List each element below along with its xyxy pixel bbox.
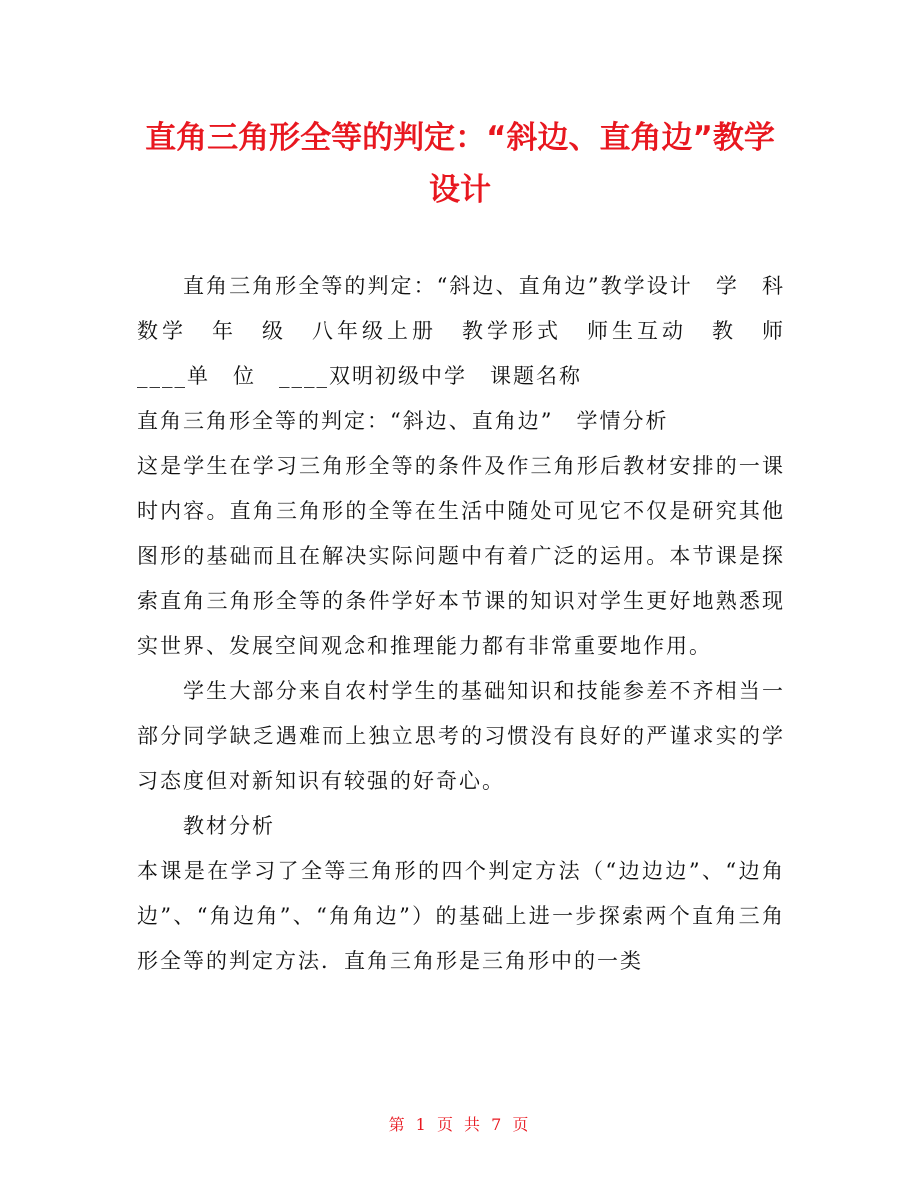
paragraph-course-info: 直角三角形全等的判定：“斜边、直角边”教学设计 学 科 数学 年 级 八年级上册 教学形式 师生互动 教 师 ____单 位 ____双明初级中学 课题名称	[137, 274, 808, 388]
paragraph-topic-heading: 直角三角形全等的判定：“斜边、直角边” 学情分析	[137, 409, 669, 433]
document-body	[137, 264, 808, 984]
paragraph-textbook-analysis: 本课是在学习了全等三角形的四个判定方法（“边边边”、“边角边”、“角边角”、“角角边”）的基础上进一步探索两个直角三角形全等的判定方法．直角三角形是三角形中的一类	[137, 859, 785, 973]
section-heading-textbook-analysis: 教材分析	[183, 814, 275, 838]
document-title: 直角三角形全等的判定：“斜边、直角边”教学设计	[145, 120, 775, 208]
paragraph-learning-analysis: 这是学生在学习三角形全等的条件及作三角形后教材安排的一课时内容。直角三角形的全等在生活中随处可见它不仅是研究其他图形的基础而且在解决实际问题中有着广泛的运用。本节课是探索直角三角形全等的条件学好本节课的知识对学生更好地熟悉现实世界、发展空间观念和推理能力都有非常重要地作用。	[137, 454, 785, 658]
page-footer: 第 1 页 共 7 页	[388, 1115, 532, 1134]
paragraph-student-analysis: 学生大部分来自农村学生的基础知识和技能参差不齐相当一部分同学缺乏遇难而上独立思考的习惯没有良好的严谨求实的学习态度但对新知识有较强的好奇心。	[137, 679, 785, 793]
